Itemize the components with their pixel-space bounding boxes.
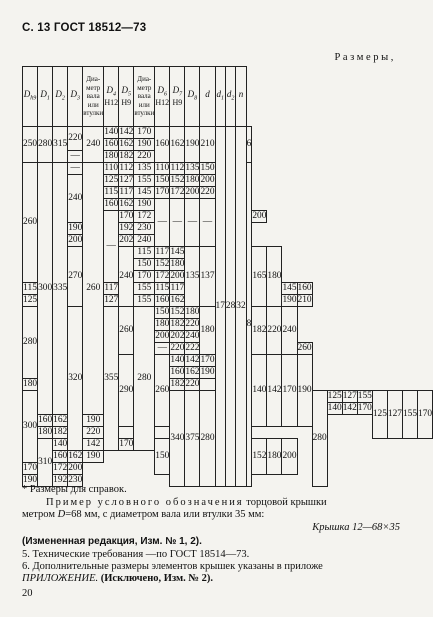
col-header-D3: $D_3$ bbox=[68, 67, 83, 127]
units-label: Размеры, bbox=[334, 52, 396, 63]
table-cell: 172 bbox=[155, 271, 170, 281]
table-cell: 152 bbox=[170, 307, 185, 317]
table-cell: 220 bbox=[170, 343, 185, 353]
item-6 bbox=[22, 561, 400, 585]
col-header-D1: $D_1$ bbox=[38, 67, 53, 127]
table-cell: 160 bbox=[155, 127, 170, 163]
table-cell: 162 bbox=[68, 451, 83, 461]
table-cell: 315 bbox=[53, 127, 68, 163]
table-cell: 140 bbox=[104, 127, 119, 137]
table-cell: 200 bbox=[282, 439, 297, 475]
designation: Крышка 12—68×35 bbox=[312, 522, 400, 533]
table-cell: — bbox=[68, 163, 83, 175]
table-cell: 150 bbox=[134, 259, 155, 271]
table-cell: 155 bbox=[134, 295, 155, 307]
example-text-c: =68 мм, с диаметром вала или втулки 35 мм: bbox=[65, 509, 265, 520]
table-cell: 260 bbox=[119, 307, 134, 355]
table-cell: 160 bbox=[155, 295, 170, 305]
amendment-note: (Измененная редакция, Изм. № 1, 2). bbox=[22, 536, 202, 547]
table-cell: 127 bbox=[387, 391, 402, 439]
table-cell: 180 bbox=[104, 151, 119, 161]
table-cell: 117 bbox=[170, 283, 185, 293]
table-cell: 200 bbox=[170, 271, 185, 281]
table-cell: 145 bbox=[170, 247, 185, 257]
table-cell: 152 bbox=[252, 439, 267, 475]
col-header-n: n bbox=[236, 67, 246, 127]
table-cell: 182 bbox=[119, 151, 134, 161]
item-5: 5. Технические требования —по ГОСТ 18514—73. bbox=[22, 549, 250, 560]
table-cell: 115 bbox=[155, 283, 170, 293]
table-cell: 280 bbox=[312, 391, 327, 487]
table-cell: 210 bbox=[297, 295, 312, 305]
table-cell: 230 bbox=[134, 223, 155, 235]
table-cell: 280 bbox=[134, 307, 155, 451]
table-cell: 127 bbox=[342, 391, 357, 401]
table-cell: — bbox=[155, 199, 170, 247]
table-cell: 180 bbox=[170, 259, 185, 269]
table-cell: 222 bbox=[185, 343, 200, 353]
col-header-D5: $D_5$ H9 bbox=[119, 67, 134, 127]
col-header-diam2: Диа- метр вала или втулки bbox=[134, 67, 155, 127]
table-cell: — bbox=[155, 343, 170, 355]
col-header-d: d bbox=[200, 67, 215, 127]
table-cell: — bbox=[200, 199, 215, 247]
table-cell: 355 bbox=[104, 307, 119, 451]
table-cell: 270 bbox=[68, 247, 83, 307]
table-cell: 170 bbox=[134, 127, 155, 139]
table-cell: — bbox=[104, 211, 119, 283]
table-cell: 165 bbox=[252, 247, 267, 307]
table-cell: 117 bbox=[155, 247, 170, 257]
table-cell: 125 bbox=[104, 175, 119, 185]
table-cell: 17 bbox=[215, 127, 225, 487]
table-cell: 32 bbox=[236, 127, 246, 487]
table-cell: 170 bbox=[119, 211, 134, 221]
table-cell: 180 bbox=[267, 439, 282, 475]
table-cell: 180 bbox=[200, 307, 215, 355]
table-cell: 190 bbox=[134, 139, 155, 151]
table-cell: 170 bbox=[23, 463, 38, 473]
col-header-D: $D_{h9}$ bbox=[23, 67, 38, 127]
table-cell: 202 bbox=[119, 235, 134, 245]
table-cell: 8 bbox=[246, 163, 252, 487]
table-cell: 137 bbox=[200, 247, 215, 307]
table-cell: 152 bbox=[155, 259, 170, 269]
table-cell: — bbox=[68, 151, 83, 163]
table-cell: 140 bbox=[53, 439, 68, 449]
table-cell: 200 bbox=[200, 175, 215, 185]
table-cell: 240 bbox=[134, 235, 155, 247]
table-cell: 155 bbox=[134, 175, 155, 187]
table-cell: 220 bbox=[134, 151, 155, 163]
table-cell: 140 bbox=[170, 355, 185, 365]
table-cell: 190 bbox=[23, 475, 38, 485]
table-cell: 162 bbox=[170, 127, 185, 163]
table-cell: 142 bbox=[342, 403, 357, 413]
table-cell: 190 bbox=[297, 355, 312, 427]
table-cell: 162 bbox=[53, 415, 68, 425]
table-cell: 127 bbox=[119, 175, 134, 185]
table-cell: 170 bbox=[418, 391, 433, 439]
col-header-d1: $d_1$ bbox=[215, 67, 225, 127]
dimensions-table bbox=[22, 66, 433, 487]
table-cell: 182 bbox=[170, 319, 185, 329]
table-cell: 125 bbox=[327, 391, 342, 401]
table-cell: 160 bbox=[170, 367, 185, 377]
table-cell: 115 bbox=[134, 247, 155, 259]
table-cell: 140 bbox=[252, 355, 267, 427]
example-line-2 bbox=[22, 509, 400, 521]
table-cell: 240 bbox=[119, 247, 134, 307]
table-cell: 182 bbox=[252, 307, 267, 355]
table-cell: 150 bbox=[155, 307, 170, 317]
table-cell: 110 bbox=[155, 163, 170, 173]
col-header-D4: $D_4$ H12 bbox=[104, 67, 119, 127]
table-cell: 300 bbox=[23, 391, 38, 463]
table-cell: 220 bbox=[185, 319, 200, 329]
table-cell: 127 bbox=[104, 295, 119, 305]
table-cell: 192 bbox=[53, 475, 68, 485]
table-cell: 190 bbox=[200, 367, 215, 377]
table-cell: 190 bbox=[282, 295, 297, 305]
table-cell: 145 bbox=[134, 187, 155, 199]
table-cell: 300 bbox=[38, 163, 53, 415]
col-header-D2: $D_2$ bbox=[53, 67, 68, 127]
table-cell: 240 bbox=[185, 331, 200, 341]
col-header-D7: $D_7$ H9 bbox=[170, 67, 185, 127]
table-cell: 290 bbox=[119, 355, 134, 427]
table-cell: 125 bbox=[23, 295, 38, 305]
table-cell: 110 bbox=[104, 163, 119, 173]
table-cell: 125 bbox=[372, 391, 387, 439]
table-cell: 220 bbox=[83, 427, 104, 439]
table-cell: 240 bbox=[83, 127, 104, 163]
table-cell: 115 bbox=[104, 187, 119, 197]
table-cell: 160 bbox=[38, 415, 53, 425]
table-cell: 135 bbox=[134, 163, 155, 175]
table-cell: 220 bbox=[185, 379, 200, 389]
table-cell: 155 bbox=[357, 391, 372, 401]
table-cell: 140 bbox=[327, 403, 342, 413]
example-prefix: Пример условного обозначения bbox=[46, 497, 244, 508]
table-cell: 170 bbox=[357, 403, 372, 413]
table-cell: 180 bbox=[155, 319, 170, 329]
table-cell: 180 bbox=[267, 247, 282, 307]
table-cell: 162 bbox=[170, 295, 185, 305]
table-cell: 155 bbox=[134, 283, 155, 295]
table-cell: 170 bbox=[155, 187, 170, 197]
table-cell: 112 bbox=[170, 163, 185, 173]
table-cell: 145 bbox=[282, 283, 297, 293]
appendix-ref: ПРИЛОЖЕНИЕ. bbox=[22, 573, 99, 584]
example-rest: торцовой крышки bbox=[243, 497, 327, 508]
table-cell: 180 bbox=[185, 307, 200, 317]
table-cell: 180 bbox=[23, 379, 38, 389]
table-cell: 162 bbox=[119, 199, 134, 209]
table-cell: 142 bbox=[83, 439, 104, 451]
table-cell: — bbox=[170, 199, 185, 247]
table-cell: 142 bbox=[185, 355, 200, 365]
table-cell: 172 bbox=[53, 463, 68, 473]
table-cell: 170 bbox=[119, 439, 134, 449]
example-text-a: метром bbox=[22, 509, 58, 520]
table-cell: 160 bbox=[104, 139, 119, 149]
table-cell: 172 bbox=[170, 187, 185, 197]
table-cell: 142 bbox=[267, 355, 282, 427]
table-cell: 170 bbox=[200, 355, 215, 365]
table-cell: 250 bbox=[23, 127, 38, 163]
table-cell: 200 bbox=[68, 235, 83, 245]
table-cell: 260 bbox=[155, 355, 170, 427]
table-cell: 150 bbox=[155, 439, 170, 475]
table-row bbox=[23, 127, 433, 139]
table-cell: 260 bbox=[83, 163, 104, 415]
table-cell: 160 bbox=[297, 283, 312, 293]
table-cell: 150 bbox=[200, 163, 215, 173]
table-cell: 182 bbox=[170, 379, 185, 389]
table-cell: 260 bbox=[297, 343, 312, 353]
table-cell: 280 bbox=[200, 391, 215, 487]
table-cell: 260 bbox=[23, 163, 38, 283]
table-cell: 117 bbox=[104, 283, 119, 293]
table-cell: 230 bbox=[68, 475, 83, 485]
table-cell: 220 bbox=[200, 187, 215, 197]
table-cell: 190 bbox=[185, 127, 200, 163]
item-6-excluded: (Исключено, Изм. № 2). bbox=[98, 573, 213, 584]
table-cell: 240 bbox=[282, 307, 297, 355]
table-cell: 240 bbox=[68, 175, 83, 223]
table-cell: 112 bbox=[119, 163, 134, 173]
table-cell: 200 bbox=[155, 331, 170, 341]
table-cell: 200 bbox=[252, 211, 267, 221]
footnote-reference: * Размеры для справок. bbox=[22, 484, 127, 495]
table-cell: 170 bbox=[134, 271, 155, 283]
col-header-D6: $D_6$ H12 bbox=[155, 67, 170, 127]
table-cell: 135 bbox=[185, 163, 200, 173]
table-cell: 180 bbox=[38, 427, 53, 437]
table-cell: 340 bbox=[170, 391, 185, 487]
table-cell: 160 bbox=[53, 451, 68, 461]
table-cell: 162 bbox=[119, 139, 134, 149]
table-cell: 280 bbox=[38, 127, 53, 163]
table-cell: 190 bbox=[68, 223, 83, 233]
table-cell: 280 bbox=[23, 307, 38, 379]
table-cell: 142 bbox=[119, 127, 134, 137]
table-cell: — bbox=[185, 199, 200, 247]
table-cell: 220 bbox=[267, 307, 282, 355]
table-cell: 172 bbox=[134, 211, 155, 223]
table-cell: 220 bbox=[68, 127, 83, 151]
table-cell: 152 bbox=[170, 175, 185, 185]
table-cell: 375 bbox=[185, 391, 200, 487]
table-cell: 6 bbox=[246, 127, 252, 163]
table-cell: 117 bbox=[119, 187, 134, 197]
table-cell: 155 bbox=[402, 391, 417, 439]
table-cell: 182 bbox=[53, 427, 68, 437]
col-header-D8: $D_8$ bbox=[185, 67, 200, 127]
table-cell: 335 bbox=[53, 163, 68, 415]
table-cell: 170 bbox=[282, 355, 297, 427]
table-cell: 200 bbox=[68, 463, 83, 473]
table-cell: 190 bbox=[83, 451, 104, 463]
col-header-diam1: Диа- метр вала или втулки bbox=[83, 67, 104, 127]
page-number: 20 bbox=[22, 588, 33, 599]
table-cell: 202 bbox=[170, 331, 185, 341]
page-header: С. 13 ГОСТ 18512—73 bbox=[22, 22, 147, 34]
col-header-d2: $d_2$ bbox=[225, 67, 235, 127]
table-cell: 28 bbox=[225, 127, 235, 487]
example-line bbox=[22, 497, 400, 509]
table-cell: 160 bbox=[104, 199, 119, 209]
table-cell: 190 bbox=[83, 415, 104, 427]
item-6-text: 6. Дополнительные размеры элементов крышек указаны в приложе bbox=[22, 561, 323, 572]
example-symbol: D bbox=[57, 509, 66, 520]
table-cell: 190 bbox=[134, 199, 155, 211]
table-cell: 150 bbox=[155, 175, 170, 185]
table-cell: 115 bbox=[23, 283, 37, 293]
table-cell: 192 bbox=[119, 223, 134, 233]
table-cell: 135 bbox=[185, 247, 200, 307]
table-cell: 320 bbox=[68, 307, 83, 451]
table-cell: 180 bbox=[185, 175, 200, 185]
table-cell: 310 bbox=[38, 439, 53, 487]
table-cell: 162 bbox=[185, 367, 200, 377]
table-cell: 210 bbox=[200, 127, 215, 163]
table-cell: 200 bbox=[185, 187, 200, 197]
